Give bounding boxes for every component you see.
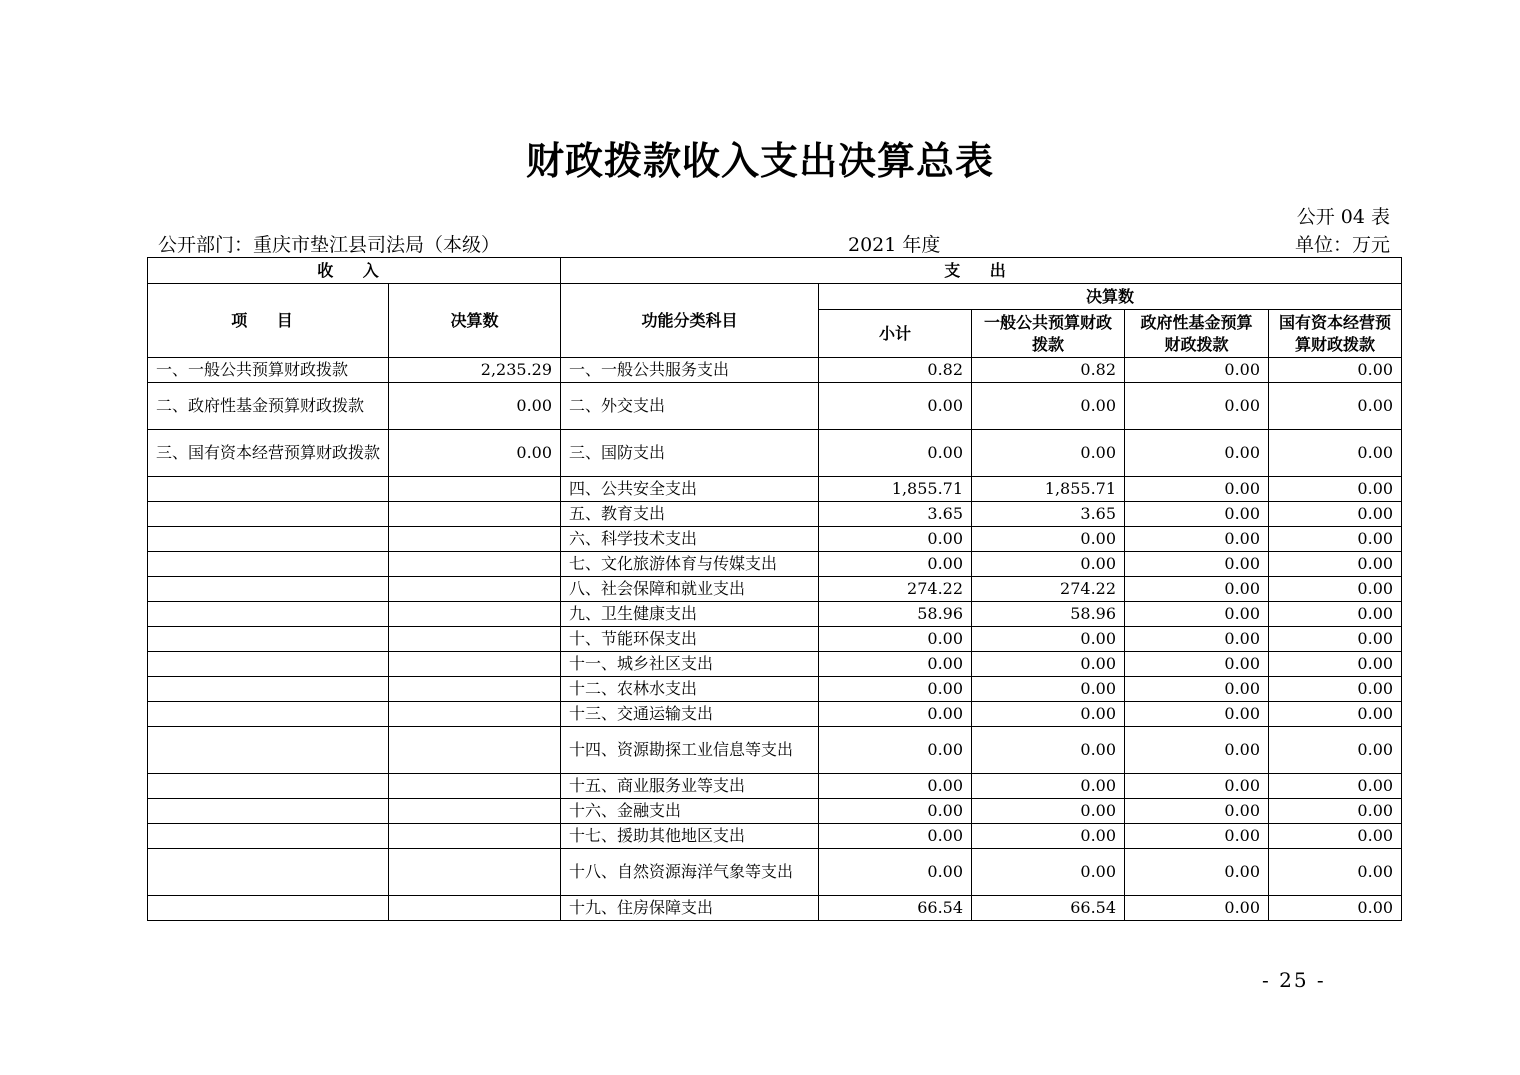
expense-item-cell: 九、卫生健康支出 (561, 602, 819, 627)
state-capital-cell: 0.00 (1269, 627, 1402, 652)
table-row (148, 627, 1402, 652)
subtotal-cell: 0.00 (819, 527, 972, 552)
income-item-cell (148, 577, 389, 602)
page-number: - 25 - (1262, 968, 1326, 992)
gov-fund-cell: 0.00 (1125, 358, 1269, 383)
general-budget-cell: 0.00 (972, 849, 1125, 896)
income-item-cell (148, 477, 389, 502)
income-value-cell (389, 896, 561, 921)
income-amount-header: 决算数 (389, 284, 561, 358)
state-capital-cell: 0.00 (1269, 652, 1402, 677)
gov-fund-cell: 0.00 (1125, 602, 1269, 627)
gov-fund-cell: 0.00 (1125, 527, 1269, 552)
gov-fund-cell: 0.00 (1125, 849, 1269, 896)
table-row (148, 358, 1402, 383)
state-capital-cell: 0.00 (1269, 552, 1402, 577)
income-item-cell (148, 727, 389, 774)
income-value-cell (389, 602, 561, 627)
income-item-cell: 三、国有资本经营预算财政拨款 (148, 430, 389, 477)
expense-item-cell: 十二、农林水支出 (561, 677, 819, 702)
table-row (148, 602, 1402, 627)
expense-item-cell: 二、外交支出 (561, 383, 819, 430)
income-value-cell (389, 627, 561, 652)
income-item-cell (148, 774, 389, 799)
income-value-cell (389, 527, 561, 552)
subtotal-cell: 0.00 (819, 627, 972, 652)
table-row (148, 383, 1402, 430)
income-value-cell (389, 577, 561, 602)
table-row (148, 527, 1402, 552)
gov-fund-cell: 0.00 (1125, 702, 1269, 727)
subtotal-cell: 0.00 (819, 727, 972, 774)
subtotal-cell: 0.00 (819, 799, 972, 824)
income-value-cell (389, 552, 561, 577)
form-number: 公开 04 表 (1296, 206, 1390, 228)
expense-section-header: 支 出 (561, 258, 1402, 284)
state-capital-cell: 0.00 (1269, 774, 1402, 799)
income-value-cell (389, 774, 561, 799)
table-row (148, 727, 1402, 774)
income-item-cell (148, 896, 389, 921)
state-capital-cell: 0.00 (1269, 527, 1402, 552)
income-value-cell (389, 652, 561, 677)
income-item-cell (148, 824, 389, 849)
general-budget-cell: 0.00 (972, 727, 1125, 774)
income-item-cell (148, 677, 389, 702)
general-budget-cell: 0.82 (972, 358, 1125, 383)
expense-item-cell: 十四、资源勘探工业信息等支出 (561, 727, 819, 774)
income-value-cell (389, 677, 561, 702)
expense-item-cell: 十九、住房保障支出 (561, 896, 819, 921)
general-budget-cell: 274.22 (972, 577, 1125, 602)
general-budget-cell: 0.00 (972, 652, 1125, 677)
income-value-cell (389, 824, 561, 849)
expense-item-cell: 十六、金融支出 (561, 799, 819, 824)
income-item-cell (148, 552, 389, 577)
table-row (148, 552, 1402, 577)
gov-fund-header: 政府性基金预算财政拨款 (1125, 310, 1269, 358)
state-capital-cell: 0.00 (1269, 849, 1402, 896)
expense-item-cell: 十五、商业服务业等支出 (561, 774, 819, 799)
subtotal-cell: 0.00 (819, 677, 972, 702)
income-item-cell (148, 527, 389, 552)
income-item-cell (148, 799, 389, 824)
fiscal-year: 2021 年度 (848, 234, 941, 256)
general-budget-cell: 0.00 (972, 702, 1125, 727)
expense-item-cell: 七、文化旅游体育与传媒支出 (561, 552, 819, 577)
income-item-cell (148, 849, 389, 896)
table-row (148, 702, 1402, 727)
state-capital-cell: 0.00 (1269, 677, 1402, 702)
gov-fund-cell: 0.00 (1125, 383, 1269, 430)
gov-fund-cell: 0.00 (1125, 552, 1269, 577)
general-budget-header: 一般公共预算财政拨款 (972, 310, 1125, 358)
subtotal-cell: 0.00 (819, 702, 972, 727)
expense-item-cell: 五、教育支出 (561, 502, 819, 527)
expense-item-cell: 六、科学技术支出 (561, 527, 819, 552)
general-budget-cell: 0.00 (972, 799, 1125, 824)
state-capital-cell: 0.00 (1269, 577, 1402, 602)
general-budget-cell: 3.65 (972, 502, 1125, 527)
state-capital-cell: 0.00 (1269, 799, 1402, 824)
gov-fund-cell: 0.00 (1125, 677, 1269, 702)
state-capital-cell: 0.00 (1269, 383, 1402, 430)
general-budget-cell: 0.00 (972, 552, 1125, 577)
state-capital-cell: 0.00 (1269, 896, 1402, 921)
general-budget-cell: 66.54 (972, 896, 1125, 921)
gov-fund-cell: 0.00 (1125, 824, 1269, 849)
general-budget-cell: 0.00 (972, 383, 1125, 430)
income-value-cell (389, 702, 561, 727)
income-value-cell (389, 799, 561, 824)
gov-fund-cell: 0.00 (1125, 727, 1269, 774)
income-item-cell (148, 652, 389, 677)
income-item-cell (148, 602, 389, 627)
gov-fund-cell: 0.00 (1125, 627, 1269, 652)
expense-item-cell: 四、公共安全支出 (561, 477, 819, 502)
unit-label: 单位：万元 (1294, 234, 1390, 256)
page-title: 财政拨款收入支出决算总表 (525, 139, 994, 183)
table-row (148, 502, 1402, 527)
expense-item-cell: 十七、援助其他地区支出 (561, 824, 819, 849)
general-budget-cell: 1,855.71 (972, 477, 1125, 502)
state-capital-cell: 0.00 (1269, 477, 1402, 502)
gov-fund-cell: 0.00 (1125, 896, 1269, 921)
subtotal-header: 小计 (819, 310, 972, 358)
income-item-cell (148, 627, 389, 652)
general-budget-cell: 0.00 (972, 677, 1125, 702)
general-budget-cell: 0.00 (972, 824, 1125, 849)
subtotal-cell: 0.00 (819, 849, 972, 896)
income-value-cell (389, 477, 561, 502)
general-budget-cell: 58.96 (972, 602, 1125, 627)
state-capital-cell: 0.00 (1269, 430, 1402, 477)
income-value-cell: 0.00 (389, 383, 561, 430)
subtotal-cell: 66.54 (819, 896, 972, 921)
income-item-cell (148, 702, 389, 727)
subtotal-cell: 1,855.71 (819, 477, 972, 502)
item-header: 项 目 (148, 284, 389, 358)
subtotal-cell: 0.00 (819, 383, 972, 430)
gov-fund-cell: 0.00 (1125, 577, 1269, 602)
state-capital-cell: 0.00 (1269, 602, 1402, 627)
table-row (148, 577, 1402, 602)
income-value-cell (389, 727, 561, 774)
gov-fund-cell: 0.00 (1125, 652, 1269, 677)
income-value-cell: 0.00 (389, 430, 561, 477)
income-item-cell (148, 502, 389, 527)
state-capital-cell: 0.00 (1269, 702, 1402, 727)
department-label: 公开部门：重庆市垫江县司法局（本级） (158, 234, 501, 256)
subtotal-cell: 0.00 (819, 430, 972, 477)
subtotal-cell: 3.65 (819, 502, 972, 527)
income-value-cell (389, 502, 561, 527)
state-capital-header: 国有资本经营预算财政拨款 (1269, 310, 1402, 358)
table-row (148, 896, 1402, 921)
subtotal-cell: 274.22 (819, 577, 972, 602)
general-budget-cell: 0.00 (972, 627, 1125, 652)
state-capital-cell: 0.00 (1269, 502, 1402, 527)
expense-item-cell: 十三、交通运输支出 (561, 702, 819, 727)
subtotal-cell: 0.00 (819, 774, 972, 799)
expense-item-cell: 十一、城乡社区支出 (561, 652, 819, 677)
general-budget-cell: 0.00 (972, 527, 1125, 552)
meta-row (158, 230, 1390, 256)
income-section-header: 收 入 (148, 258, 561, 284)
table-row (148, 430, 1402, 477)
gov-fund-cell: 0.00 (1125, 502, 1269, 527)
expense-item-cell: 一、一般公共服务支出 (561, 358, 819, 383)
gov-fund-cell: 0.00 (1125, 430, 1269, 477)
table-row (148, 849, 1402, 896)
general-budget-cell: 0.00 (972, 774, 1125, 799)
state-capital-cell: 0.00 (1269, 824, 1402, 849)
table-row (148, 677, 1402, 702)
subtotal-cell: 0.82 (819, 358, 972, 383)
gov-fund-cell: 0.00 (1125, 774, 1269, 799)
expense-item-cell: 三、国防支出 (561, 430, 819, 477)
table-row (148, 824, 1402, 849)
income-value-cell: 2,235.29 (389, 358, 561, 383)
income-value-cell (389, 849, 561, 896)
function-class-header: 功能分类科目 (561, 284, 819, 358)
table-row (148, 774, 1402, 799)
final-amount-header: 决算数 (819, 284, 1402, 310)
table-row (148, 652, 1402, 677)
table-row (148, 477, 1402, 502)
income-item-cell: 一、一般公共预算财政拨款 (148, 358, 389, 383)
subtotal-cell: 58.96 (819, 602, 972, 627)
expense-item-cell: 十、节能环保支出 (561, 627, 819, 652)
state-capital-cell: 0.00 (1269, 358, 1402, 383)
subtotal-cell: 0.00 (819, 824, 972, 849)
budget-table (147, 257, 1402, 921)
gov-fund-cell: 0.00 (1125, 799, 1269, 824)
gov-fund-cell: 0.00 (1125, 477, 1269, 502)
subtotal-cell: 0.00 (819, 652, 972, 677)
table-row (148, 799, 1402, 824)
subtotal-cell: 0.00 (819, 552, 972, 577)
expense-item-cell: 十八、自然资源海洋气象等支出 (561, 849, 819, 896)
expense-item-cell: 八、社会保障和就业支出 (561, 577, 819, 602)
general-budget-cell: 0.00 (972, 430, 1125, 477)
state-capital-cell: 0.00 (1269, 727, 1402, 774)
income-item-cell: 二、政府性基金预算财政拨款 (148, 383, 389, 430)
